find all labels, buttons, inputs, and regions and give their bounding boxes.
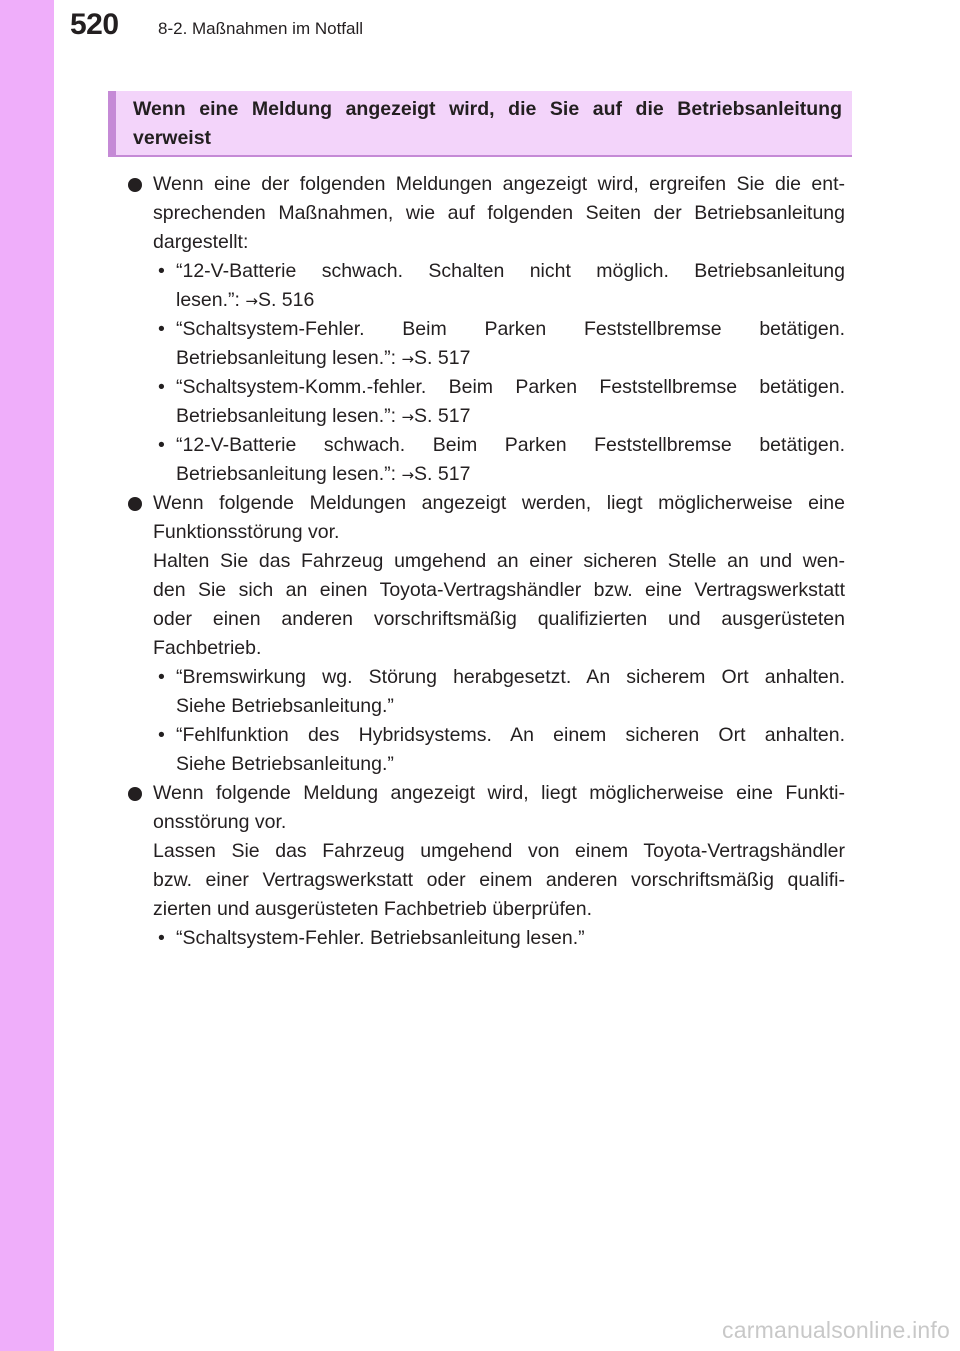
bullet-marker (128, 497, 142, 511)
list-item-line: Betriebsanleitung lesen.”: →S. 517 (176, 405, 471, 427)
section-header-box (108, 91, 852, 157)
list-item-line: lesen.”: →S. 516 (176, 289, 315, 311)
arrow-right-icon: → (401, 466, 415, 484)
sub-bullet-dot: • (158, 318, 165, 340)
paragraph-line: bzw. einer Vertragswerkstatt oder einem anderen vorschriftsmäßig qualifi- (153, 869, 845, 891)
paragraph-line: den Sie sich an einen Toyota-Vertragshändler bzw. eine Vertragswerkstatt (153, 579, 845, 601)
page-reference: S. 517 (414, 347, 471, 369)
list-item-line: “Schaltsystem-Fehler. Betriebsanleitung lesen.” (176, 927, 585, 949)
list-item-line: “Schaltsystem-Komm.-fehler. Beim Parken Feststellbremse betätigen. (176, 376, 845, 398)
list-item-line: “12-V-Batterie schwach. Schalten nicht möglich. Betriebsanleitung (176, 260, 845, 282)
paragraph-line: Funktionsstörung vor. (153, 521, 340, 543)
bullet-marker (128, 787, 142, 801)
paragraph-line: onsstörung vor. (153, 811, 287, 833)
paragraph-line: Wenn folgende Meldung angezeigt wird, liegt möglicherweise eine Funkti- (153, 782, 845, 804)
sub-bullet-dot: • (158, 666, 165, 688)
paragraph-line: zierten und ausgerüsteten Fachbetrieb überprüfen. (153, 898, 593, 920)
list-item-line: “Fehlfunktion des Hybridsystems. An einem sicheren Ort anhalten. (176, 724, 845, 746)
page-reference: S. 516 (257, 289, 315, 311)
paragraph-line: Fachbetrieb. (153, 637, 262, 659)
list-item-line: Betriebsanleitung lesen.”: →S. 517 (176, 347, 471, 369)
list-item-line: “Schaltsystem-Fehler. Beim Parken Feststellbremse betätigen. (176, 318, 845, 340)
paragraph-line: Wenn eine der folgenden Meldungen angezeigt wird, ergreifen Sie die ent- (153, 173, 845, 195)
list-item-line: “Bremswirkung wg. Störung herabgesetzt. An sicherem Ort anhalten. (176, 666, 845, 688)
paragraph-line: oder einen anderen vorschriftsmäßig qualifizierten und ausgerüsteten (153, 608, 845, 630)
list-item-line: Siehe Betriebsanleitung.” (176, 695, 394, 717)
sub-bullet-dot: • (158, 434, 165, 456)
arrow-right-icon: → (401, 350, 415, 368)
list-item-line: Siehe Betriebsanleitung.” (176, 753, 394, 775)
arrow-right-icon: → (245, 292, 258, 310)
page-number: 520 (70, 8, 119, 41)
arrow-right-icon: → (401, 408, 415, 426)
watermark-link[interactable]: carmanualsonline.info (722, 1317, 950, 1343)
section-title: Wenn eine Meldung angezeigt wird, die Sie auf die Betriebsanleitung verweist (133, 98, 842, 149)
list-item-line: Betriebsanleitung lesen.”: →S. 517 (176, 463, 471, 485)
paragraph-line: sprechenden Maßnahmen, wie auf folgenden Seiten der Betriebsanleitung (153, 202, 845, 224)
page-reference: S. 517 (414, 405, 471, 427)
paragraph-line: Lassen Sie das Fahrzeug umgehend von einem Toyota-Vertragshändler (153, 840, 845, 862)
sub-bullet-dot: • (158, 724, 165, 746)
sub-bullet-dot: • (158, 927, 165, 949)
chapter-heading: 8-2. Maßnahmen im Notfall (158, 19, 364, 38)
page-reference: S. 517 (414, 463, 471, 485)
list-item-line: “12-V-Batterie schwach. Beim Parken Feststellbremse betätigen. (176, 434, 845, 456)
margin-color-strip (0, 0, 54, 1351)
sub-bullet-dot: • (158, 260, 165, 282)
sub-bullet-dot: • (158, 376, 165, 398)
paragraph-line: Wenn folgende Meldungen angezeigt werden, liegt möglicherweise eine (153, 492, 845, 514)
paragraph-line: Halten Sie das Fahrzeug umgehend an einer sicheren Stelle an und wen- (153, 550, 845, 572)
bullet-marker (128, 178, 142, 192)
paragraph-line: dargestellt: (153, 231, 249, 253)
